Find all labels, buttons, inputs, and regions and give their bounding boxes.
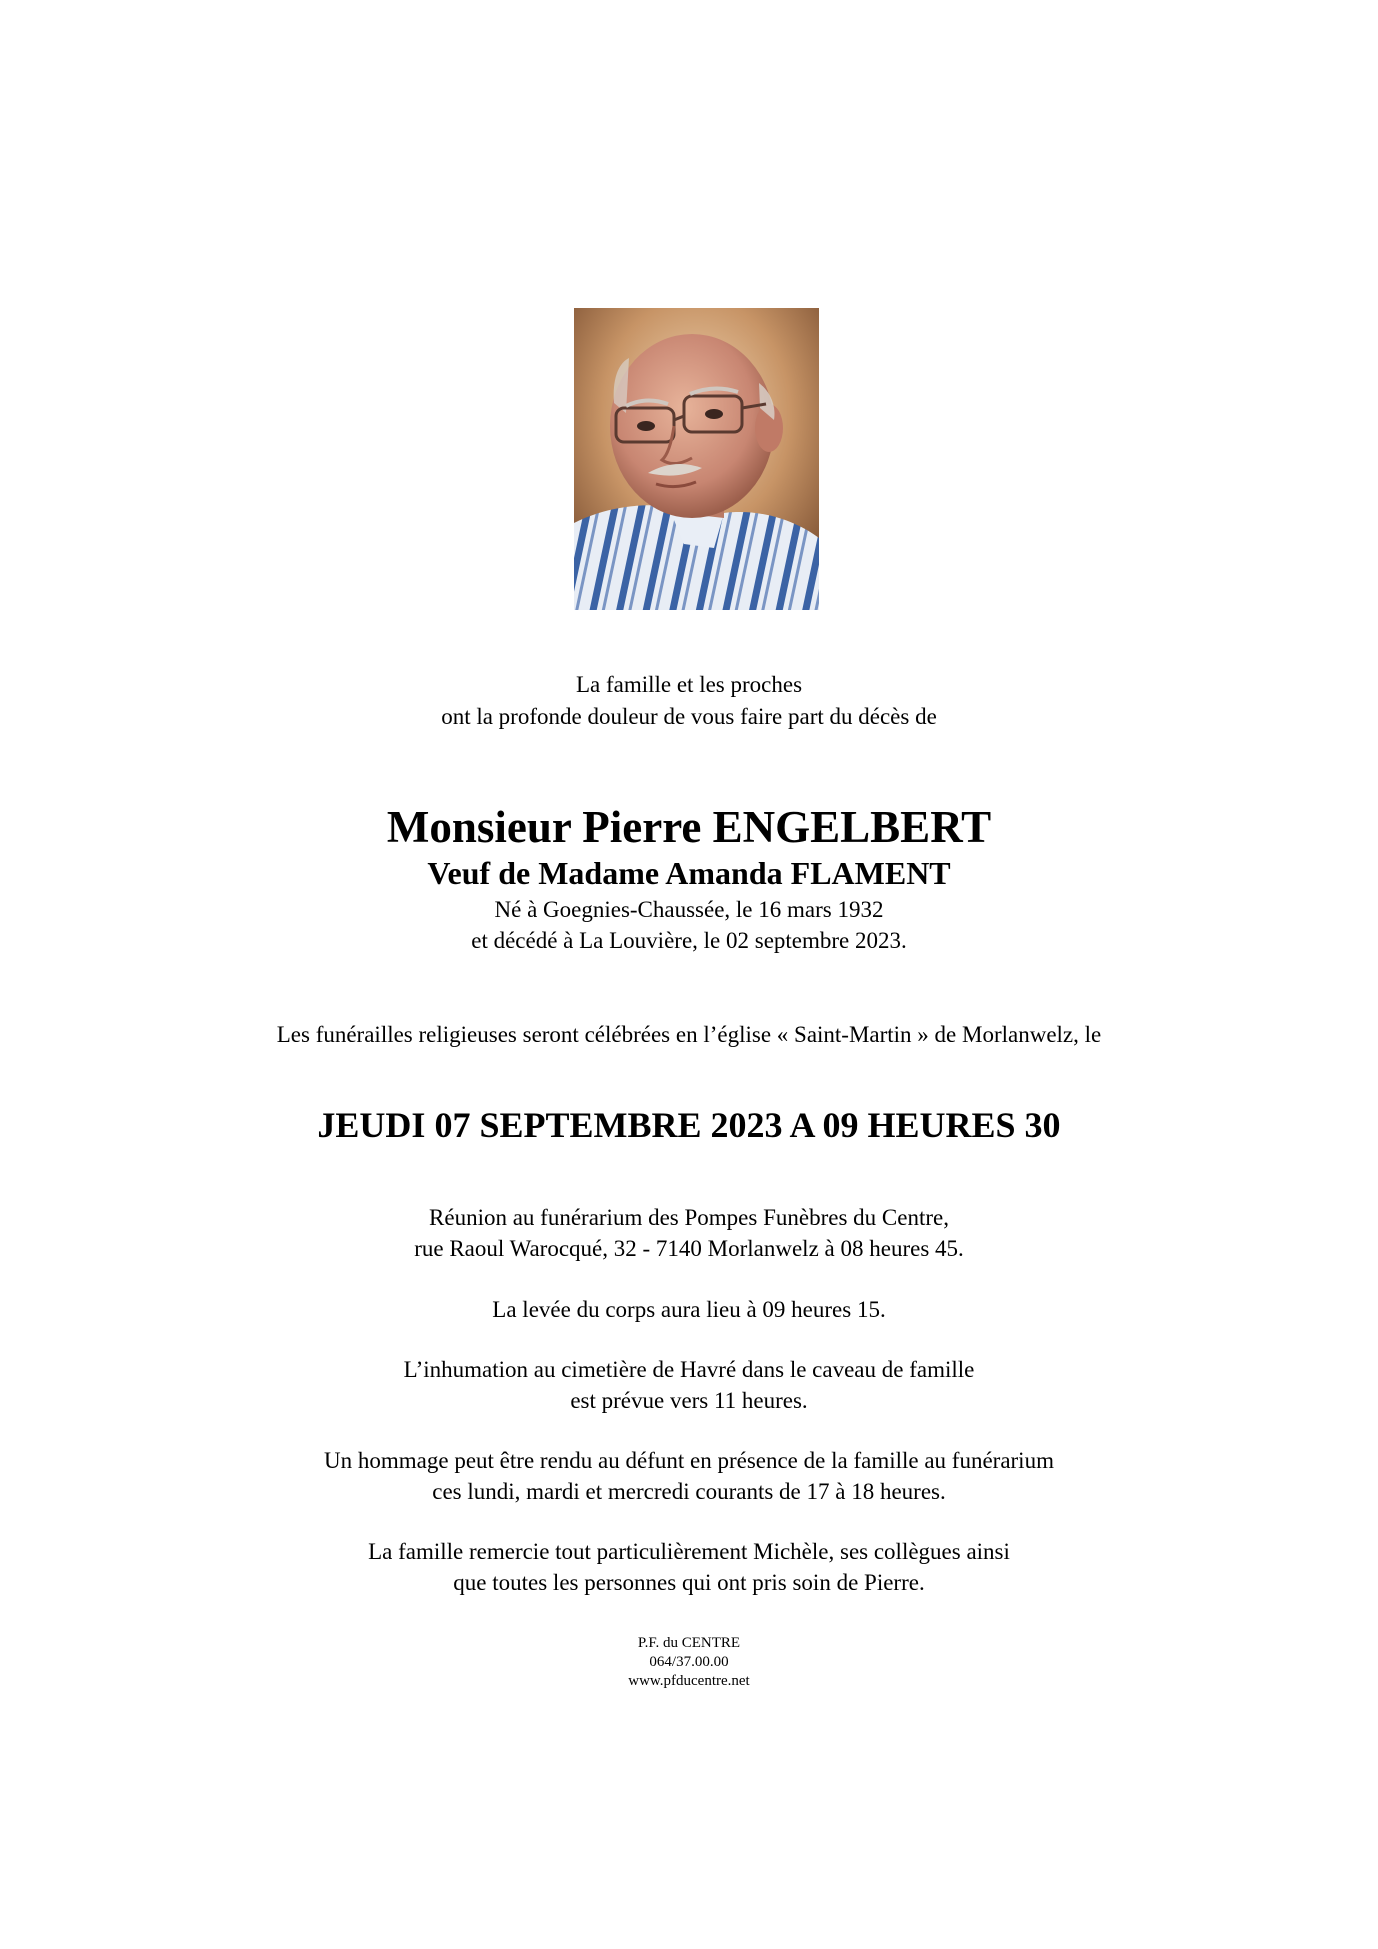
intro-line-2: ont la profonde douleur de vous faire part du décès de: [441, 704, 937, 729]
footer-company: P.F. du CENTRE: [637, 1635, 741, 1651]
portrait-photo: [574, 308, 819, 610]
death-line: et décédé à La Louvière, le 02 septembre 2023.: [471, 928, 907, 953]
burial-line-1: L’inhumation au cimetière de Havré dans le caveau de famille: [403, 1357, 975, 1382]
meeting-line-2: rue Raoul Warocqué, 32 - 7140 Morlanwelz à 08 heures 45.: [414, 1236, 964, 1261]
levee-line: La levée du corps aura lieu à 09 heures 15.: [492, 1297, 886, 1322]
thanks-line-1: La famille remercie tout particulièrement Michèle, ses collègues ainsi: [368, 1539, 1010, 1564]
funeral-datetime: JEUDI 07 SEPTEMBRE 2023 A 09 HEURES 30: [317, 1105, 1061, 1145]
birth-line: Né à Goegnies-Chaussée, le 16 mars 1932: [494, 897, 884, 922]
deceased-name: Monsieur Pierre ENGELBERT: [386, 802, 992, 852]
portrait-illustration: [574, 308, 819, 610]
burial-line-2: est prévue vers 11 heures.: [570, 1388, 808, 1413]
meeting-line-1: Réunion au funérarium des Pompes Funèbres du Centre,: [429, 1205, 949, 1230]
thanks-line-2: que toutes les personnes qui ont pris soin de Pierre.: [453, 1570, 925, 1595]
spouse-line: Veuf de Madame Amanda FLAMENT: [427, 855, 951, 891]
intro-line-1: La famille et les proches: [575, 672, 803, 697]
tribute-line-2: ces lundi, mardi et mercredi courants de 17 à 18 heures.: [432, 1479, 946, 1504]
tribute-line-1: Un hommage peut être rendu au défunt en présence de la famille au funérarium: [324, 1448, 1054, 1473]
footer-phone: 064/37.00.00: [649, 1654, 729, 1670]
funeral-announcement: Les funérailles religieuses seront célébrées en l’église « Saint-Martin » de Morlanwelz, le: [276, 1022, 1102, 1047]
footer-website[interactable]: www.pfducentre.net: [628, 1673, 750, 1689]
